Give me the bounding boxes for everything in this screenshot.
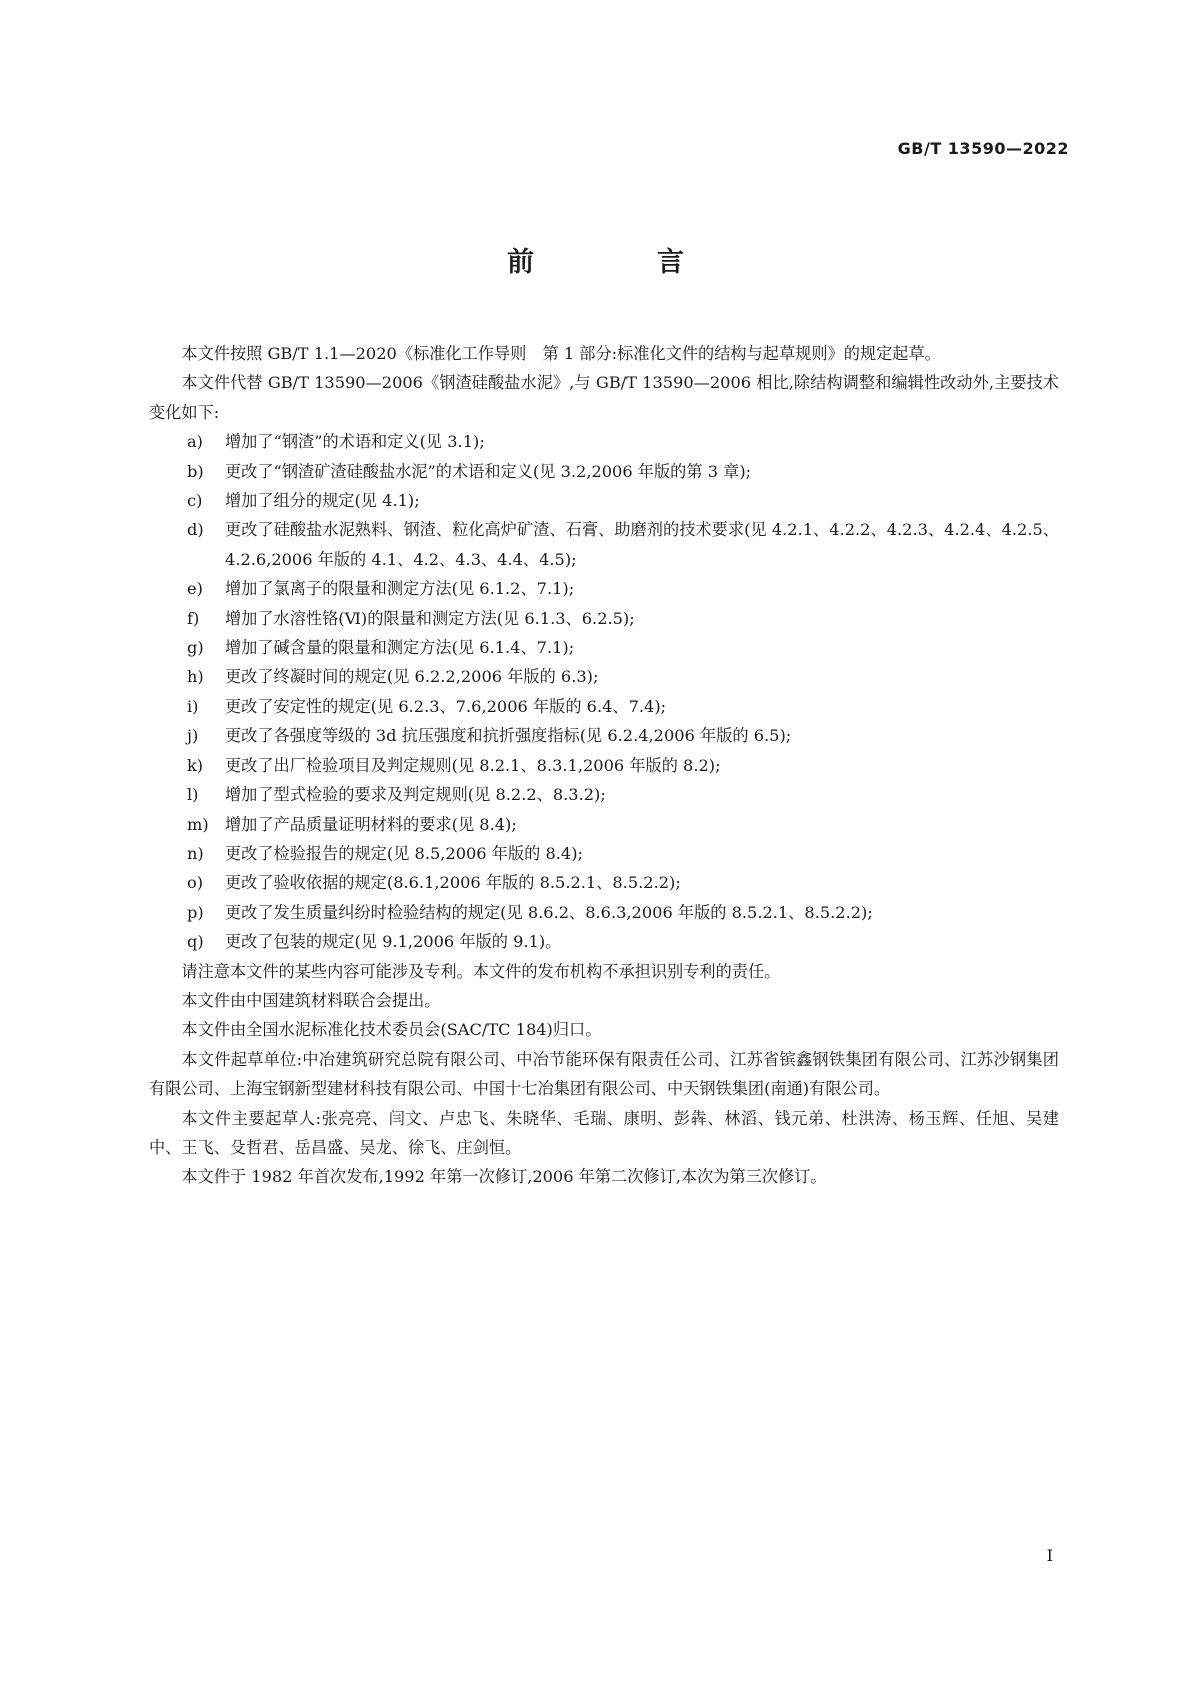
paragraph-proposer: 本文件由中国建筑材料联合会提出。	[181, 990, 441, 1010]
list-marker: a)	[187, 432, 203, 452]
paragraph-drafters: 本文件主要起草人:张亮亮、闫文、卢忠飞、朱晓华、毛瑞、康明、彭犇、林滔、钱元弟、杜洪涛、杨玉辉、任旭、吴建中、王飞、殳哲君、岳昌盛、吴龙、徐飞、庄剑恒。	[149, 1108, 1059, 1157]
paragraph-replacement: 本文件代替 GB/T 13590—2006《钢渣硅酸盐水泥》,与 GB/T 13590—2006 相比,除结构调整和编辑性改动外,主要技术变化如下:	[149, 373, 1059, 422]
list-item-text: 更改了验收依据的规定(8.6.1,2006 年版的 8.5.2.1、8.5.2.2);	[225, 873, 681, 893]
list-item-text: 更改了硅酸盐水泥熟料、钢渣、粒化高炉矿渣、石膏、助磨剂的技术要求(见 4.2.1、4.2.2、4.2.3、4.2.4、4.2.5、4.2.6,2006 年版的 4.1、4.2、4.3、4.4、4.5);	[225, 520, 1059, 569]
list-item	[149, 751, 1059, 780]
list-item	[149, 810, 1059, 839]
list-marker: i)	[187, 696, 199, 716]
list-item-text: 更改了检验报告的规定(见 8.5,2006 年版的 8.4);	[225, 843, 583, 863]
page-number: Ⅰ	[1046, 1546, 1053, 1565]
paragraph-drafting-basis: 本文件按照 GB/T 1.1—2020《标准化工作导则 第 1 部分:标准化文件的结构与起草规则》的规定起草。	[181, 344, 941, 363]
list-item	[149, 721, 1059, 750]
paragraph-committee: 本文件由全国水泥标准化技术委员会(SAC/TC 184)归口。	[181, 1020, 602, 1040]
list-item-text: 增加了水溶性铬(Ⅵ)的限量和测定方法(见 6.1.3、6.2.5);	[225, 608, 635, 628]
paragraph-history: 本文件于 1982 年首次发布,1992 年第一次修订,2006 年第二次修订,本次为第三次修订。	[181, 1167, 827, 1187]
list-marker: h)	[187, 667, 204, 687]
list-marker: c)	[187, 491, 203, 511]
list-item-text: 增加了碱含量的限量和测定方法(见 6.1.4、7.1);	[225, 638, 575, 658]
list-item	[149, 515, 1059, 574]
list-marker: d)	[187, 520, 204, 540]
list-item-text: 增加了产品质量证明材料的要求(见 8.4);	[225, 814, 517, 834]
list-marker: n)	[187, 843, 204, 863]
list-item-text: 增加了型式检验的要求及判定规则(见 8.2.2、8.3.2);	[225, 785, 606, 805]
list-item-text: 更改了安定性的规定(见 6.2.3、7.6,2006 年版的 6.4、7.4);	[225, 696, 667, 716]
list-item-text: 增加了“钢渣”的术语和定义(见 3.1);	[225, 432, 485, 452]
paragraph-drafting-units: 本文件起草单位:中冶建筑研究总院有限公司、中冶节能环保有限责任公司、江苏省镔鑫钢铁集团有限公司、江苏沙钢集团有限公司、上海宝钢新型建材科技有限公司、中国十七冶集团有限公司、中天钢铁集团(南通)有限公司。	[149, 1049, 1059, 1099]
list-item-text: 增加了组分的规定(见 4.1);	[225, 491, 420, 511]
list-item	[149, 574, 1059, 603]
list-marker: q)	[187, 932, 204, 952]
list-item	[149, 633, 1059, 662]
list-item	[149, 457, 1059, 486]
list-marker: f)	[187, 608, 200, 628]
list-marker: o)	[187, 873, 204, 893]
list-item	[149, 486, 1059, 515]
list-item	[149, 839, 1059, 868]
standard-code: GB/T 13590—2022	[897, 139, 1069, 158]
list-item	[149, 604, 1059, 633]
list-marker: j)	[187, 726, 199, 746]
list-item	[149, 927, 1059, 956]
list-marker: g)	[187, 638, 204, 658]
list-item-text: 更改了包装的规定(见 9.1,2006 年版的 9.1)。	[225, 932, 562, 952]
list-marker: l)	[187, 785, 199, 805]
list-item	[149, 898, 1059, 927]
list-item	[149, 427, 1059, 456]
list-marker: k)	[187, 755, 204, 775]
document-body	[149, 339, 1059, 1192]
list-item	[149, 662, 1059, 691]
list-item	[149, 868, 1059, 897]
list-marker: e)	[187, 579, 203, 599]
list-item-text: 更改了“钢渣矿渣硅酸盐水泥”的术语和定义(见 3.2,2006 年版的第 3 章);	[225, 461, 752, 481]
paragraph-patent-notice: 请注意本文件的某些内容可能涉及专利。本文件的发布机构不承担识别专利的责任。	[181, 961, 781, 981]
list-item-text: 更改了各强度等级的 3d 抗压强度和抗折强度指标(见 6.2.4,2006 年版的 6.5);	[225, 726, 792, 746]
list-marker: p)	[187, 902, 204, 922]
list-marker: b)	[187, 461, 204, 481]
page-title: 前 言	[507, 247, 732, 278]
list-item-text: 更改了发生质量纠纷时检验结构的规定(见 8.6.2、8.6.3,2006 年版的 8.5.2.1、8.5.2.2);	[225, 902, 873, 922]
list-marker: m)	[187, 814, 209, 834]
list-item	[149, 692, 1059, 721]
list-item-text: 增加了氯离子的限量和测定方法(见 6.1.2、7.1);	[225, 579, 575, 599]
list-item-text: 更改了出厂检验项目及判定规则(见 8.2.1、8.3.1,2006 年版的 8.2);	[225, 755, 721, 775]
list-item-text: 更改了终凝时间的规定(见 6.2.2,2006 年版的 6.3);	[225, 667, 599, 687]
list-item	[149, 780, 1059, 809]
